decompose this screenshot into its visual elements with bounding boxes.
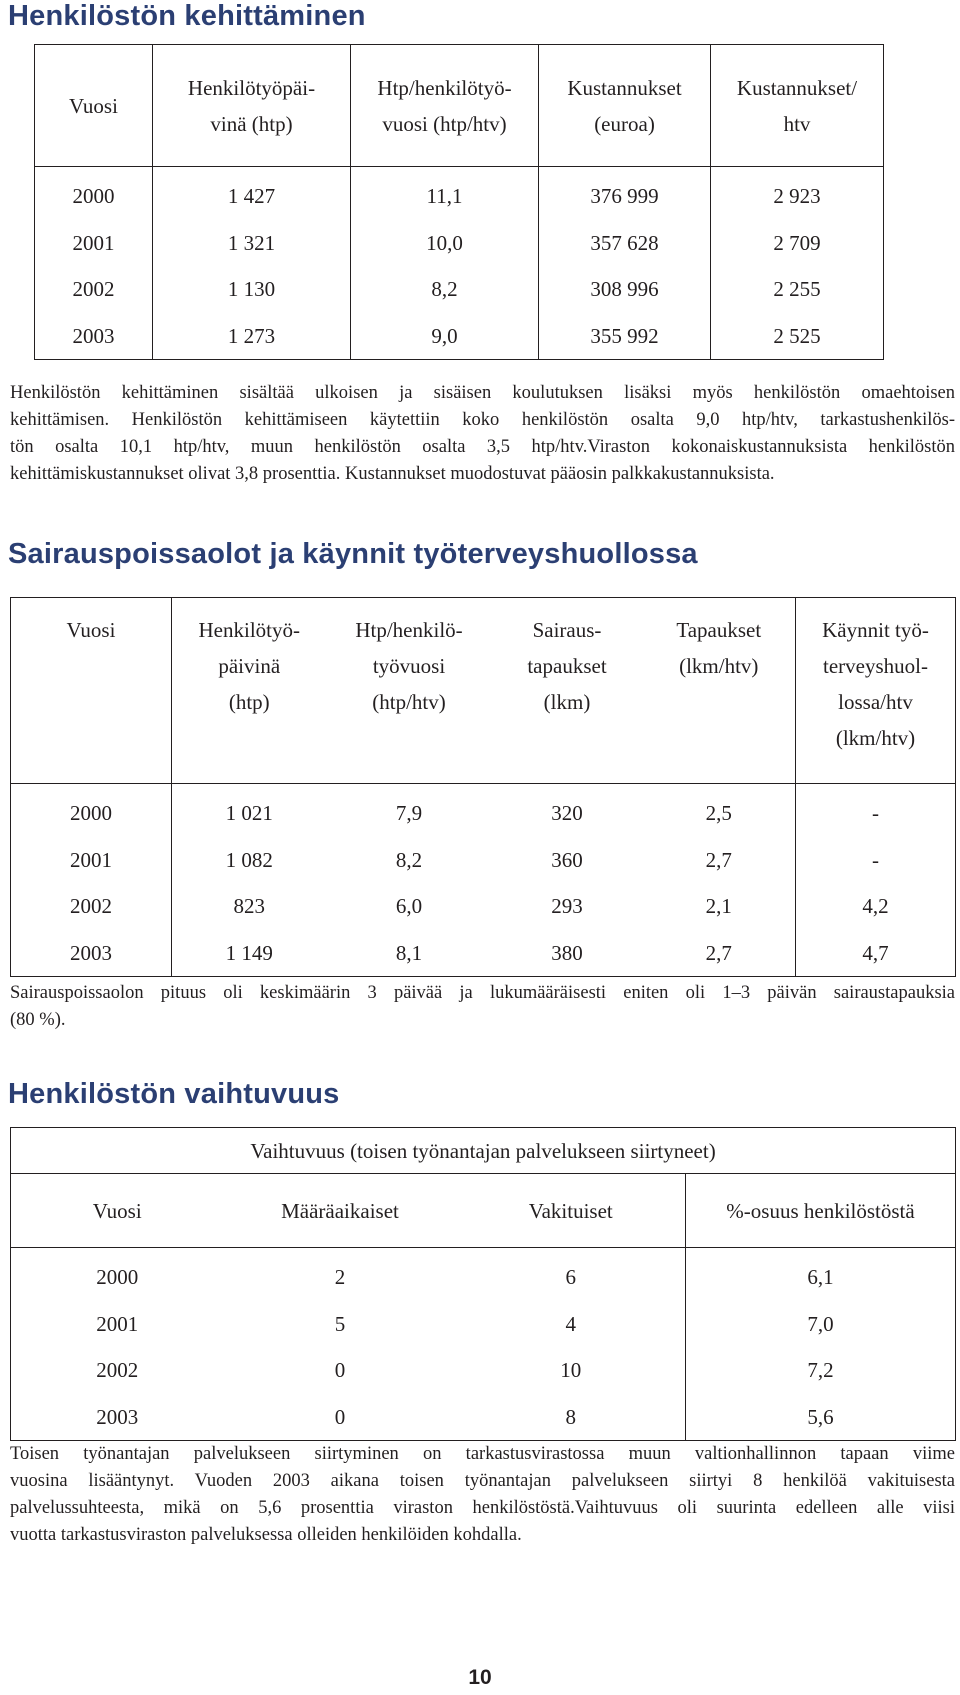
table-cell: 2002 — [72, 277, 115, 301]
table-cell: 6,0 — [395, 894, 423, 918]
header-label: Htp/henkilötyö- — [377, 75, 512, 100]
header-label: vinä (htp) — [210, 111, 293, 136]
fixed-term-column — [224, 1248, 457, 1441]
table-cell: 8,2 — [395, 847, 423, 872]
table-cell: 360 — [551, 847, 583, 872]
htp-per-htv-column — [351, 167, 539, 360]
costs-per-htv-column — [711, 167, 884, 360]
header-cell — [35, 45, 153, 167]
table-cell: 5,6 — [807, 1404, 834, 1429]
table-cell: 0 — [334, 1404, 346, 1429]
table-cell: 11,1 — [426, 184, 463, 208]
header-cell — [539, 45, 711, 167]
page-number: 10 — [468, 1666, 492, 1689]
table-cell: 5 — [334, 1311, 346, 1336]
header-label: (htp) — [228, 690, 270, 714]
header-label: tapaukset — [527, 654, 607, 678]
table-header-row — [11, 1174, 956, 1248]
header-label: Henkilötyöpäi- — [187, 75, 316, 100]
table-cell: 10 — [560, 1358, 582, 1382]
paragraph-line: Henkilöstön kehittäminen sisältää ulkoisen ja sisäisen koulutuksen lisäksi myös henkilöstön omaehtoisen — [10, 383, 955, 403]
header-cell — [224, 1174, 457, 1248]
header-label: htv — [783, 111, 811, 136]
table-header-row — [11, 598, 956, 784]
header-label: Vuosi — [69, 93, 118, 118]
turnover-paragraph — [10, 1441, 955, 1549]
header-label: Määräaikaiset — [281, 1198, 399, 1223]
table-cell: 357 628 — [590, 230, 659, 255]
share-column — [686, 1248, 956, 1441]
training-paragraph — [10, 380, 955, 488]
header-cell — [172, 598, 327, 784]
paragraph-line: kehittämiskustannukset olivat 3,8 prosenttia. Kustannukset muodostuvat pääosin palkkakustannuksista. — [10, 464, 775, 484]
header-label: Tapaukset — [676, 618, 762, 642]
table-cell: 1 427 — [227, 184, 276, 208]
header-label: (lkm) — [543, 690, 591, 714]
header-label: (euroa) — [594, 111, 655, 136]
table-cell: 1 130 — [227, 277, 276, 301]
paragraph-line: kehittämisen. Henkilöstön kehittämiseen käytettiin koko henkilöstön osalta 9,0 htp/htv, tarkastushenkilös- — [10, 410, 955, 430]
header-cell — [153, 45, 351, 167]
table-cell: 8 — [565, 1404, 576, 1429]
header-label: terveyshuol- — [823, 654, 928, 678]
table-cell: 308 996 — [590, 277, 659, 301]
table-cell: 7,0 — [807, 1311, 834, 1336]
table-cell: 293 — [551, 894, 583, 918]
table-cell: 2 923 — [773, 184, 821, 208]
costs-column — [539, 167, 711, 360]
header-label: (lkm/htv) — [679, 654, 759, 678]
table-cell: 4 — [565, 1311, 576, 1336]
header-label: Vakituiset — [528, 1198, 613, 1223]
paragraph-line: (80 %). — [10, 1010, 66, 1030]
permanent-column — [457, 1248, 686, 1441]
header-label: Vuosi — [92, 1198, 142, 1223]
table-cell: 376 999 — [590, 184, 659, 208]
header-cell — [796, 598, 956, 784]
table-cell: 4,7 — [862, 940, 889, 965]
turnover-table — [10, 1127, 956, 1441]
table-cell: - — [872, 847, 879, 872]
table-cell: 2 709 — [773, 230, 821, 255]
table-cell: 2 525 — [773, 323, 821, 348]
header-label: Vuosi — [66, 618, 116, 642]
sick-cases-column — [492, 784, 643, 977]
table-body-row — [35, 167, 884, 360]
year-column — [11, 784, 172, 977]
table-cell: 2001 — [72, 230, 115, 255]
table-header-row — [35, 45, 884, 167]
table-cell: 2000 — [96, 1265, 139, 1289]
year-column — [11, 1248, 224, 1441]
table-cell: 2000 — [72, 184, 115, 208]
table-cell: 380 — [551, 940, 583, 965]
table-cell: 2003 — [70, 940, 112, 965]
table-cell: 2 — [334, 1265, 346, 1289]
paragraph-line: Toisen työnantajan palvelukseen siirtyminen on tarkastusvirastossa muun valtionhallinnon tapaan viime — [10, 1444, 955, 1464]
table-cell: 2000 — [70, 801, 112, 825]
training-table — [34, 44, 884, 360]
table-cell: 355 992 — [590, 323, 659, 348]
header-label: %-osuus henkilöstöstä — [726, 1198, 915, 1223]
header-label: Käynnit työ- — [822, 618, 929, 642]
table-cell: 4,2 — [862, 894, 889, 918]
htp-column — [172, 784, 327, 977]
table-cell: 1 082 — [225, 847, 273, 872]
table-cell: 1 273 — [227, 323, 276, 348]
header-label: (lkm/htv) — [835, 726, 916, 750]
table-cell: 1 321 — [227, 230, 276, 255]
table-cell: 2001 — [96, 1311, 139, 1336]
table-cell: 7,9 — [395, 801, 423, 825]
table-cell: 2,5 — [705, 801, 732, 825]
table-cell: 2 255 — [773, 277, 821, 301]
table-cell: 2002 — [70, 894, 112, 918]
table-cell: 7,2 — [807, 1358, 834, 1382]
table-caption — [11, 1128, 956, 1174]
header-label: Sairaus- — [532, 618, 602, 642]
header-label: Henkilötyö- — [198, 618, 300, 642]
paragraph-line: Sairauspoissaolon pituus oli keskimäärin 3 päivää ja lukumääräisesti eniten oli 1–3 päivän sairaustapauksia — [10, 983, 955, 1003]
health-visits-column — [796, 784, 956, 977]
paragraph-line: vuotta tarkastusviraston palveluksessa olleiden henkilöiden kohdalla. — [10, 1525, 522, 1545]
table-cell: 2002 — [96, 1358, 139, 1382]
header-cell — [457, 1174, 686, 1248]
table-cell: 6,1 — [807, 1265, 834, 1289]
header-cell — [351, 45, 539, 167]
table-cell: 2003 — [96, 1404, 139, 1429]
table-cell: - — [872, 801, 879, 825]
header-label: Kustannukset — [567, 75, 682, 100]
header-cell — [711, 45, 884, 167]
htp-column — [153, 167, 351, 360]
table-cell: 6 — [565, 1265, 576, 1289]
header-label: Htp/henkilö- — [355, 618, 463, 642]
header-label: lossa/htv — [838, 690, 913, 714]
table-cell: 2,1 — [705, 894, 732, 918]
table-body-row — [11, 784, 956, 977]
header-cell — [492, 598, 643, 784]
section-heading-henkiloston-vaihtuvuus: Henkilöstön vaihtuvuus — [8, 1078, 340, 1110]
table-cell: 2,7 — [705, 847, 732, 872]
header-label: Kustannukset/ — [736, 75, 858, 100]
table-cell: 8,1 — [395, 940, 423, 965]
table-cell: 2,7 — [705, 940, 732, 965]
table-cell: 1 149 — [225, 940, 273, 965]
table-cell: 2001 — [70, 847, 112, 872]
table-cell: 9,0 — [431, 323, 458, 348]
section-heading-henkiloston-kehittaminen: Henkilöstön kehittäminen — [8, 0, 366, 32]
cases-per-htv-column — [643, 784, 796, 977]
section-heading-sairauspoissaolot: Sairauspoissaolot ja käynnit työterveyshuollossa — [8, 538, 698, 570]
header-cell — [686, 1174, 956, 1248]
paragraph-line: palvelussuhteesta, mikä on 5,6 prosenttia viraston henkilöstöstä.Vaihtuvuus oli suurinta edelleen alle viisi — [10, 1498, 955, 1518]
table-cell: 2003 — [72, 323, 115, 348]
header-cell — [11, 1174, 224, 1248]
table-cell: 0 — [334, 1358, 346, 1382]
table-cell: 823 — [233, 894, 265, 918]
header-cell — [327, 598, 492, 784]
table-cell: 10,0 — [426, 230, 463, 255]
table-cell: 8,2 — [431, 277, 458, 301]
header-cell — [11, 598, 172, 784]
header-label: (htp/htv) — [372, 690, 446, 714]
sick-leave-paragraph — [10, 980, 955, 1034]
header-label: päivinä — [218, 654, 281, 678]
sick-leave-table — [10, 597, 956, 977]
year-column — [35, 167, 153, 360]
table-cell: 1 021 — [225, 801, 273, 825]
header-label: työvuosi — [372, 654, 446, 678]
header-cell — [643, 598, 796, 784]
caption-label: Vaihtuvuus (toisen työnantajan palvelukseen siirtyneet) — [250, 1138, 716, 1163]
htp-per-htv-column — [327, 784, 492, 977]
table-body-row — [11, 1248, 956, 1441]
paragraph-line: vuosina lisääntynyt. Vuoden 2003 aikana toisen työnantajan palvelukseen siirtyi 8 henkilöä vakituisesta — [10, 1471, 955, 1491]
paragraph-line: tön osalta 10,1 htp/htv, muun henkilöstön osalta 3,5 htp/htv.Viraston kokonaiskustannuksista henkilöstön — [10, 437, 955, 457]
table-caption-row — [11, 1128, 956, 1174]
table-cell: 320 — [551, 801, 583, 825]
header-label: vuosi (htp/htv) — [382, 111, 507, 136]
